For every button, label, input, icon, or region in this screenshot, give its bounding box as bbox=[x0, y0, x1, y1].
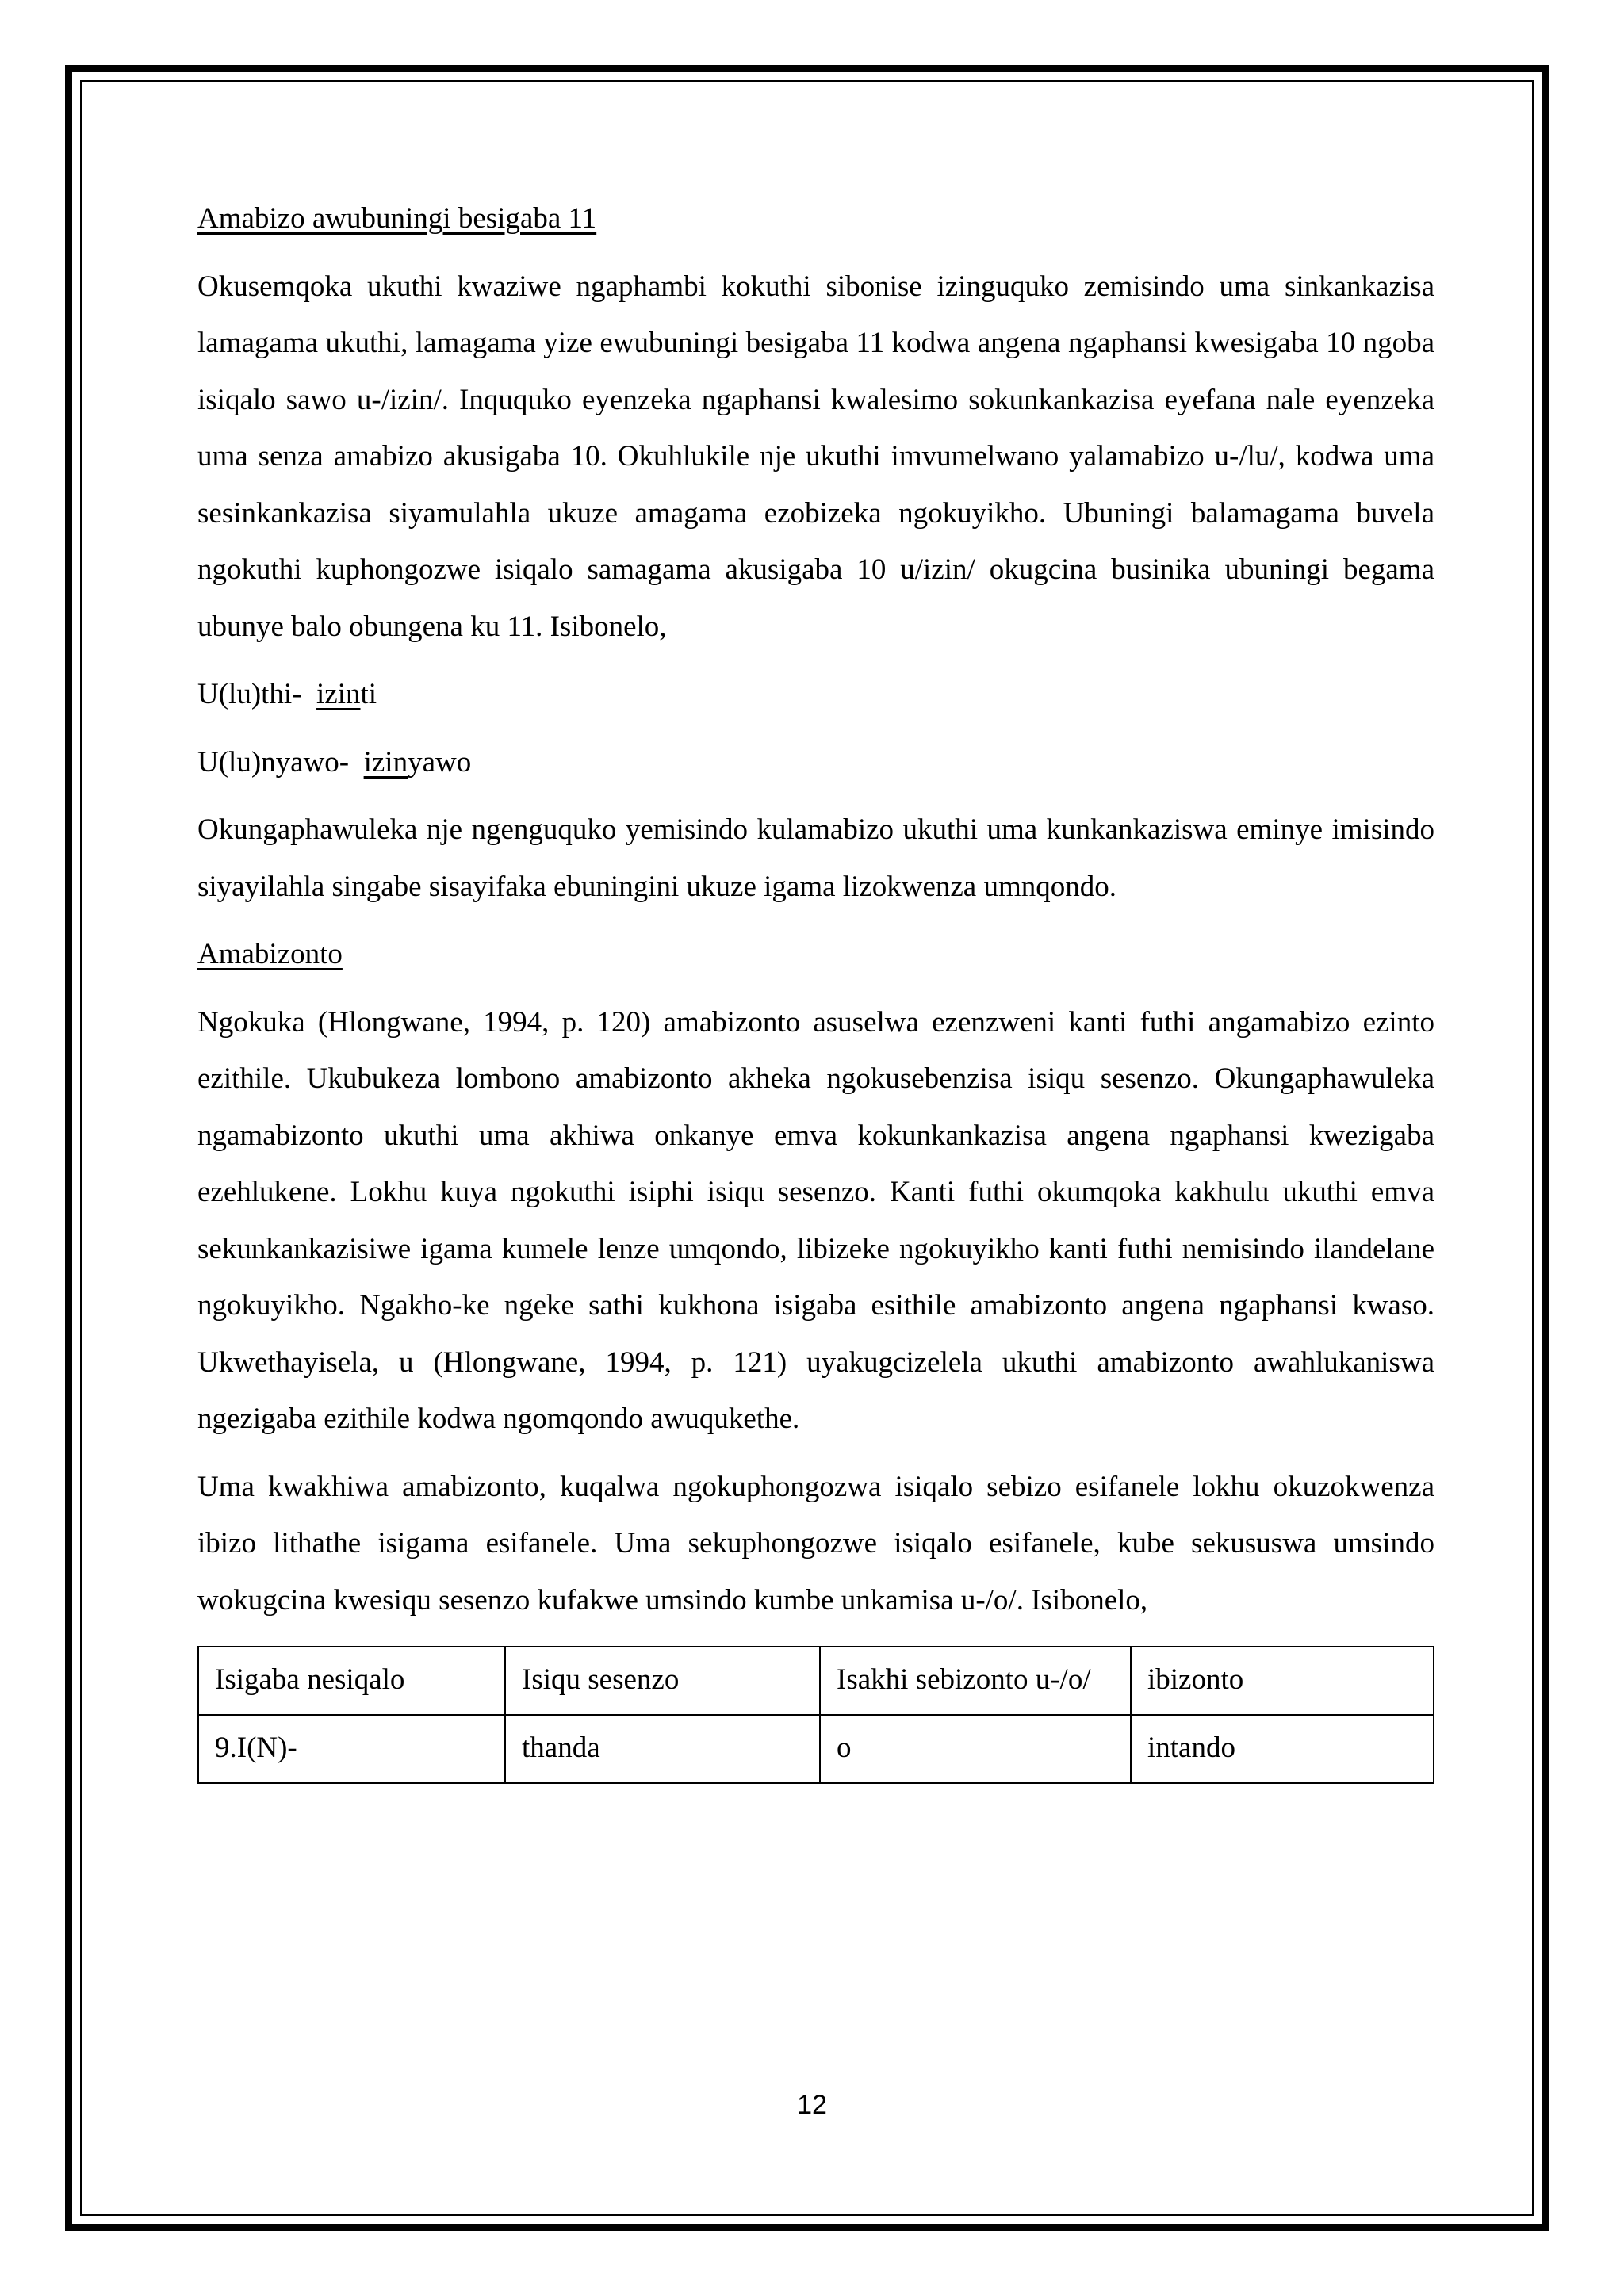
page-number: 12 bbox=[797, 2090, 827, 2120]
table-header-cell: Isakhi sebizonto u-/o/ bbox=[820, 1647, 1131, 1715]
section-heading-plural-class-11: Amabizo awubuningi besigaba 11 bbox=[197, 202, 597, 235]
paragraph-class-11-closing: Okungaphawuleka nje ngenguquko yemisindo kulamabizo ukuthi uma kunkankaziswa eminye imisindo siyayilahla singabe sisayifaka ebuningini ukuze igama lizokwenza umnqondo. bbox=[197, 813, 1434, 903]
table-header-row bbox=[198, 1647, 1434, 1715]
example-singular: U(lu)thi- bbox=[197, 678, 302, 710]
table-header-cell: Isigaba nesiqalo bbox=[198, 1647, 505, 1715]
example-table bbox=[197, 1646, 1434, 1784]
table-cell: intando bbox=[1131, 1715, 1434, 1783]
table-cell: o bbox=[820, 1715, 1131, 1783]
table-cell: thanda bbox=[505, 1715, 820, 1783]
example-plural-prefix: izin bbox=[316, 678, 361, 710]
document-body bbox=[197, 190, 1434, 1784]
paragraph-amabizonto-2: Uma kwakhiwa amabizonto, kuqalwa ngokuphongozwa isiqalo sebizo esifanele lokhu okuzokwenza ibizo lithathe isigama esifanele. Uma sekuphongozwe isiqalo esifanele, kube sekususwa umsindo wokugcina kwesiqu sesenzo kufakwe umsindo kumbe unkamisa u-/o/. Isibonelo, bbox=[197, 1470, 1434, 1617]
table-header-cell: ibizonto bbox=[1131, 1647, 1434, 1715]
table-row bbox=[198, 1715, 1434, 1783]
example-plural-prefix: izin bbox=[363, 745, 408, 779]
example-item bbox=[197, 734, 1434, 791]
paragraph-amabizonto-1: Ngokuka (Hlongwane, 1994, p. 120) amabizonto asuselwa ezenzweni kanti futhi angamabizo ezinto ezithile. Ukubukeza lombono amabizonto akheka ngokusebenzisa isiqu sesenzo. Okungaphawuleka ngamabizonto ukuthi uma akhiwa onkanye emva kokunkankazisa angena ngaphansi kwezigaba ezehlukene. Lokhu kuya ngokuthi isiphi isiqu sesenzo. Kanti futhi okumqoka kakhulu ukuthi emva sekunkankazisiwe igama kumele lenze umqondo, libizeke ngokuyikho kanti futhi nemisindo ilandelane ngokuyikho. Ngakho-ke ngeke sathi kukhona isigaba esithile amabizonto angena ngaphansi kwaso. Ukwethayisela, u (Hlongwane, 1994, p. 121) uyakugcizelela ukuthi amabizonto awahlukaniswa ngezigaba ezithile kodwa ngomqondo awuqukethe. bbox=[197, 1005, 1434, 1435]
section-heading-amabizonto: Amabizonto bbox=[197, 938, 343, 970]
example-item bbox=[197, 666, 1434, 723]
example-singular: U(lu)nyawo- bbox=[197, 745, 350, 779]
example-plural-rest: yawo bbox=[408, 745, 472, 779]
paragraph-class-11-intro: Okusemqoka ukuthi kwaziwe ngaphambi kokuthi sibonise izinguquko zemisindo uma sinkankazisa lamagama ukuthi, lamagama yize ewubuningi besigaba 11 kodwa angena ngaphansi kwesigaba 10 ngoba isiqalo sawo u-/izin/. Inququko eyenzeka ngaphansi kwalesimo sokunkankazisa eyefana nale eyenzeka uma senza amabizo akusigaba 10. Okuhlukile nje ukuthi imvumelwano yalamabizo u-/lu/, kodwa uma sesinkankazisa siyamulahla ukuze amagama ezobizeka ngokuyikho. Ubuningi balamagama buvela ngokuthi kuphongozwe isiqalo samagama akusigaba 10 u/izin/ okugcina businika ubuningi begama ubunye balo obungena ku 11. Isibonelo, bbox=[197, 270, 1434, 643]
table-header-cell: Isiqu sesenzo bbox=[505, 1647, 820, 1715]
example-plural-rest: ti bbox=[360, 678, 377, 710]
table-cell: 9.I(N)- bbox=[198, 1715, 505, 1783]
